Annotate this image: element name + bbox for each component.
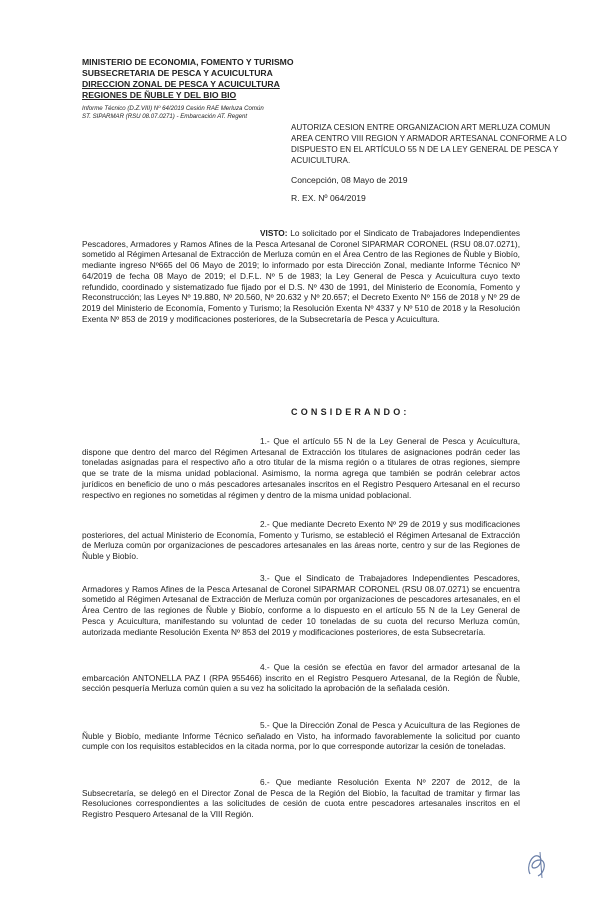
visto-paragraph <box>82 228 520 324</box>
considerando-item-3: 3.- Que el Sindicato de Trabajadores Independientes Pescadores, Armadores y Ramos Afines de la Pesca Artesanal de Coronel SIPARMAR CORONEL (RSU 08.07.0271) se encuentra sometido al Régimen Artesanal de Extracción de Merluza común por organizaciones de pescadores artesanales, en el Área Centro de las regiones de Ñuble y Biobío, conforme a lo dispuesto en el artículo 55 N de la Ley General de Pesca y Acuicultura, manifestando su voluntad de ceder 10 toneladas de su cuota del recurso Merluza común, autorizada mediante Resolución Exenta Nº 853 del 2019 y modificaciones posteriores, de esta Subsecretaría. <box>82 573 520 637</box>
visto-label: VISTO: <box>260 228 288 238</box>
resolution-title: AUTORIZA CESION ENTRE ORGANIZACION ART MERLUZA COMUN AREA CENTRO VIII REGION Y ARMADOR ARTESANAL CONFORME A LO DISPUESTO EN EL ARTÍCULO 55 N DE LA LEY GENERAL DE PESCA Y ACUICULTURA. <box>291 123 567 165</box>
resolution-date: Concepción, 08 Mayo de 2019 <box>291 175 408 185</box>
considerando-item-4: 4.- Que la cesión se efectúa en favor del armador artesanal de la embarcación ANTONELLA PAZ I (RPA 955466) inscrito en el Registro Pesquero Artesanal, de la Región de Ñuble, sección pesquería Merluza común quien a su vez ha solicitado la aprobación de la señalada cesión. <box>82 662 520 694</box>
informe-note: Informe Técnico (D.Z.VIII) Nº 64/2019 Cesión RAE Merluza Común <box>82 105 264 112</box>
issuer-header <box>82 57 302 121</box>
considerando-item-1: 1.- Que el artículo 55 N de la Ley General de Pesca y Acuicultura, dispone que dentro del marco del Régimen Artesanal de Extracción los titulares de asignaciones podrán ceder las toneladas asignadas para el respectivo año a otro titular de la misma región o a titulares de otras regiones, siempre que se trate de la misma unidad poblacional. Asimismo, la norma agrega que también se podrán celebrar actos jurídicos en beneficio de uno o más pescadores artesanales inscritos en el Registro Pesquero Artesanal en el recurso respectivo en regiones no sometidas al régimen y dentro de la misma unidad poblacional. <box>82 436 520 500</box>
direccion-zonal-line: DIRECCION ZONAL DE PESCA Y ACUICULTURA <box>82 79 280 89</box>
ministry-line: MINISTERIO DE ECONOMIA, FOMENTO Y TURISMO <box>82 57 294 67</box>
considerando-heading: CONSIDERANDO: <box>291 407 410 417</box>
considerando-item-6: 6.- Que mediante Resolución Exenta Nº 2207 de 2012, de la Subsecretaría, se delegó en el Director Zonal de Pesca de la Región del Biobío, la facultad de tramitar y firmar las Resoluciones correspondientes a las solicitudes de cesión de cuota entre pescadores artesanales inscritos en el Registro Pesquero Artesanal de la VIII Región. <box>82 777 520 820</box>
regiones-line: REGIONES DE ÑUBLE Y DEL BIO BIO <box>82 90 237 100</box>
subsecretaria-line: SUBSECRETARIA DE PESCA Y ACUICULTURA <box>82 68 273 78</box>
initials-signature <box>522 846 552 882</box>
considerando-item-2: 2.- Que mediante Decreto Exento Nº 29 de 2019 y sus modificaciones posteriores, del actual Ministerio de Economía, Fomento y Turismo, se estableció el Régimen Artesanal de Extracción de Merluza común por organizaciones de pescadores artesanales en las áreas norte, centro y sur de las Regiones de Ñuble y Biobío. <box>82 519 520 562</box>
resolution-number: R. EX. Nº 064/2019 <box>291 193 366 203</box>
visto-text: Lo solicitado por el Sindicato de Trabajadores Independientes Pescadores, Armadores y Ramos Afines de la Pesca Artesanal de Coronel SIPARMAR CORONEL (RSU 08.07.0271), sometido al Régimen Artesanal de Extracción de Merluza común en el Área Centro de las Regiones de Ñuble y Biobío, mediante ingreso Nº665 del 06 Mayo de 2019; lo informado por esta Dirección Zonal, mediante Informe Técnico Nº 64/2019 de fecha 08 Mayo de 2019; el D.F.L. Nº 5 de 1983; la Ley General de Pesca y Acuicultura cuyo texto refundido, coordinado y sistematizado fue fijado por el D.S. Nº 430 de 1991, del Ministerio de Economía, Fomento y Reconstrucción; las Leyes Nº 19.880, Nº 20.560, Nº 20.632 y Nº 20.657; el Decreto Exento Nº 156 de 2018 y Nº 29 de 2019 del Ministerio de Economía, Fomento y Turismo; la Resolución Exenta Nº 4337 y Nº 510 de 2018 y la Resolución Exenta Nº 853 de 2019 y modificaciones posteriores, de la Subsecretaría de Pesca y Acuicultura. <box>82 228 521 324</box>
siparmar-note: ST. SIPARMAR (RSU 08.07.0271) - Embarcación AT. Regent <box>82 113 248 120</box>
considerando-item-5: 5.- Que la Dirección Zonal de Pesca y Acuicultura de las Regiones de Ñuble y Biobío, mediante Informe Técnico señalado en Visto, ha informado favorablemente la solicitud por cuanto cumple con los requisitos establecidos en la citada norma, por lo que corresponde autorizar la cesión de toneladas. <box>82 720 520 752</box>
